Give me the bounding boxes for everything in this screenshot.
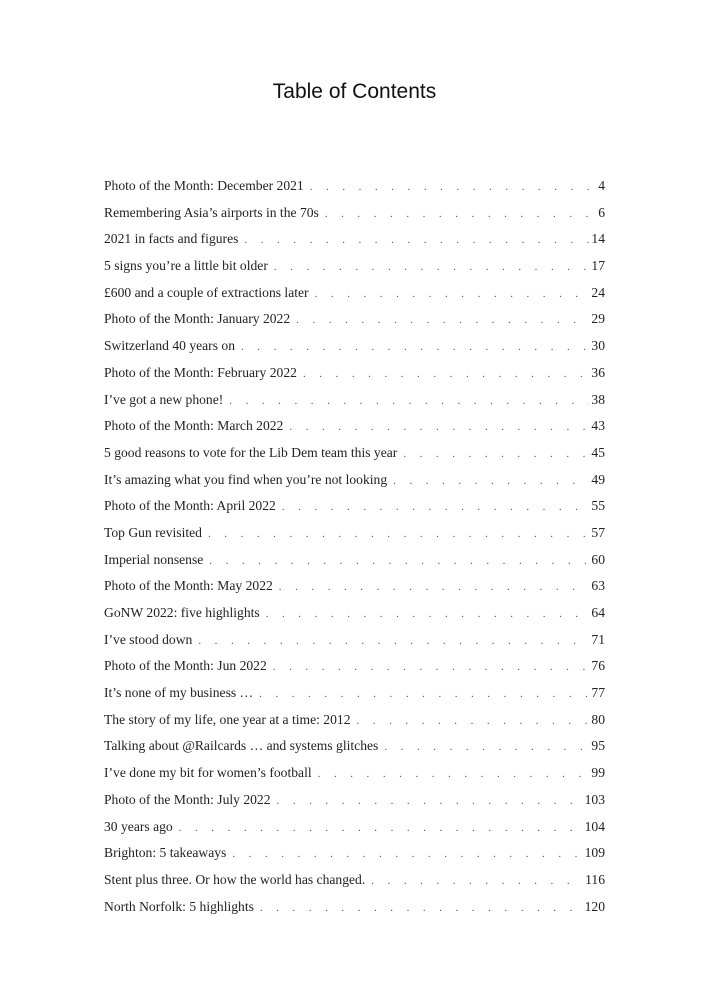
- toc-entry-page-number: 109: [584, 845, 605, 861]
- toc-entry[interactable]: [104, 470, 605, 497]
- toc-entry[interactable]: [104, 790, 605, 817]
- toc-entry-page-number: 120: [584, 898, 605, 914]
- dot-leader: [179, 818, 583, 838]
- toc-entry-title: Photo of the Month: May 2022: [104, 578, 273, 594]
- toc-entry[interactable]: [104, 870, 605, 897]
- toc-entry-page-number: 99: [591, 765, 605, 781]
- toc-entry-title: Photo of the Month: April 2022: [104, 498, 276, 514]
- toc-entry-page-number: 17: [591, 258, 605, 274]
- dot-leader: [266, 604, 590, 624]
- toc-entry[interactable]: [104, 363, 605, 390]
- toc-entry-title: It’s none of my business …: [104, 685, 254, 701]
- toc-entry[interactable]: [104, 283, 605, 310]
- dot-leader: [282, 497, 590, 517]
- dot-leader: [303, 364, 589, 384]
- dot-leader: [208, 524, 589, 544]
- dot-leader: [403, 444, 589, 464]
- toc-entry-title: Imperial nonsense: [104, 551, 204, 567]
- dot-leader: [209, 551, 589, 571]
- toc-entry-title: Photo of the Month: December 2021: [104, 178, 304, 193]
- dot-leader: [232, 844, 582, 864]
- dot-leader: [325, 204, 596, 224]
- toc-entry-page-number: 4: [598, 178, 605, 193]
- toc-entry-page-number: 55: [591, 498, 605, 514]
- dot-leader: [260, 898, 583, 918]
- toc-entry-title: I’ve stood down: [104, 631, 193, 647]
- toc-entry[interactable]: [104, 309, 605, 336]
- toc-entry[interactable]: [104, 416, 605, 443]
- toc-entry[interactable]: [104, 843, 605, 870]
- toc-entry-title: Remembering Asia’s airports in the 70s: [104, 204, 319, 220]
- toc-entry[interactable]: [104, 656, 605, 683]
- dot-leader: [318, 764, 590, 784]
- toc-entry-page-number: 14: [591, 231, 605, 247]
- toc-entry-title: Photo of the Month: Jun 2022: [104, 658, 267, 674]
- toc-entry-page-number: 24: [591, 284, 605, 300]
- dot-leader: [371, 871, 583, 891]
- toc-entry[interactable]: [104, 817, 605, 844]
- toc-entry[interactable]: [104, 550, 605, 577]
- toc-entry-title: Brighton: 5 takeaways: [104, 845, 227, 861]
- toc-entry[interactable]: [104, 336, 605, 363]
- toc-entry[interactable]: [104, 496, 605, 523]
- dot-leader: [229, 391, 589, 411]
- dot-leader: [357, 711, 590, 731]
- toc-entry-page-number: 63: [591, 578, 605, 594]
- toc-entry-title: North Norfolk: 5 highlights: [104, 898, 254, 914]
- dot-leader: [315, 284, 590, 304]
- dot-leader: [310, 177, 596, 197]
- dot-leader: [198, 631, 589, 651]
- toc-entry-title: 5 good reasons to vote for the Lib Dem team this year: [104, 444, 398, 460]
- dot-leader: [384, 737, 589, 757]
- toc-entry-page-number: 76: [591, 658, 605, 674]
- toc-entry-page-number: 116: [585, 871, 605, 887]
- toc-entry[interactable]: [104, 630, 605, 657]
- toc-entry-page-number: 64: [591, 605, 605, 620]
- toc-entry[interactable]: [104, 256, 605, 283]
- toc-entry-page-number: 30: [591, 338, 605, 354]
- dot-leader: [277, 791, 583, 811]
- toc-entry-title: It’s amazing what you find when you’re not looking: [104, 471, 388, 487]
- dot-leader: [273, 657, 590, 677]
- toc-entry[interactable]: [104, 736, 605, 763]
- toc-entry-title: Talking about @Railcards … and systems glitches: [104, 738, 379, 754]
- dot-leader: [274, 257, 590, 277]
- toc-entry-page-number: 77: [591, 685, 605, 701]
- page-title: Table of Contents: [272, 80, 437, 103]
- dot-leader: [296, 310, 589, 330]
- toc-entry[interactable]: [104, 176, 605, 203]
- toc-entry-page-number: 43: [591, 418, 605, 434]
- dot-leader: [279, 577, 590, 597]
- toc-entry[interactable]: [104, 763, 605, 790]
- toc-entry-page-number: 104: [584, 818, 605, 834]
- toc-entry-page-number: 38: [591, 391, 605, 407]
- toc-entry-page-number: 57: [591, 524, 605, 540]
- toc-entry-page-number: 29: [591, 311, 605, 327]
- toc-entry[interactable]: [104, 229, 605, 256]
- dot-leader: [289, 417, 589, 437]
- toc-entry-title: Photo of the Month: February 2022: [104, 364, 297, 380]
- toc-entry-page-number: 6: [598, 204, 605, 220]
- toc-entry[interactable]: [104, 523, 605, 550]
- toc-entry[interactable]: [104, 603, 605, 630]
- toc-entry[interactable]: [104, 390, 605, 417]
- toc-entry-page-number: 103: [584, 791, 605, 807]
- toc-entry[interactable]: [104, 683, 605, 710]
- toc-entry-title: 5 signs you’re a little bit older: [104, 258, 268, 274]
- toc-entry-page-number: 45: [591, 444, 605, 460]
- toc-entry-title: Photo of the Month: January 2022: [104, 311, 291, 327]
- toc-entry-title: £600 and a couple of extractions later: [104, 284, 309, 300]
- toc-entry-title: I’ve got a new phone!: [104, 391, 224, 407]
- dot-leader: [244, 230, 589, 250]
- toc-entry-title: GoNW 2022: five highlights: [104, 605, 260, 620]
- toc-entry-page-number: 95: [591, 738, 605, 754]
- toc-entry[interactable]: [104, 203, 605, 230]
- toc-entry-title: The story of my life, one year at a time: 2012: [104, 711, 351, 727]
- toc-entry[interactable]: [104, 443, 605, 470]
- dot-leader: [241, 337, 589, 357]
- dot-leader: [393, 471, 589, 491]
- toc-entry-page-number: 36: [591, 364, 605, 380]
- toc-entry[interactable]: [104, 710, 605, 737]
- toc-entry-title: Top Gun revisited: [104, 524, 202, 540]
- toc-entry-page-number: 60: [591, 551, 605, 567]
- table-of-contents: [104, 176, 605, 923]
- toc-entry-title: Switzerland 40 years on: [104, 338, 235, 354]
- toc-entry-page-number: 71: [591, 631, 605, 647]
- toc-entry-title: Photo of the Month: March 2022: [104, 418, 284, 434]
- toc-entry-title: 2021 in facts and figures: [104, 231, 239, 247]
- toc-entry-title: Stent plus three. Or how the world has changed.: [104, 871, 366, 887]
- toc-entry[interactable]: [104, 897, 605, 924]
- toc-entry[interactable]: [104, 576, 605, 603]
- toc-entry-page-number: 80: [591, 711, 605, 727]
- toc-entry-title: 30 years ago: [104, 818, 173, 834]
- toc-entry-title: Photo of the Month: July 2022: [104, 791, 271, 807]
- dot-leader: [259, 684, 589, 704]
- toc-entry-title: I’ve done my bit for women’s football: [104, 765, 312, 781]
- toc-entry-page-number: 49: [591, 471, 605, 487]
